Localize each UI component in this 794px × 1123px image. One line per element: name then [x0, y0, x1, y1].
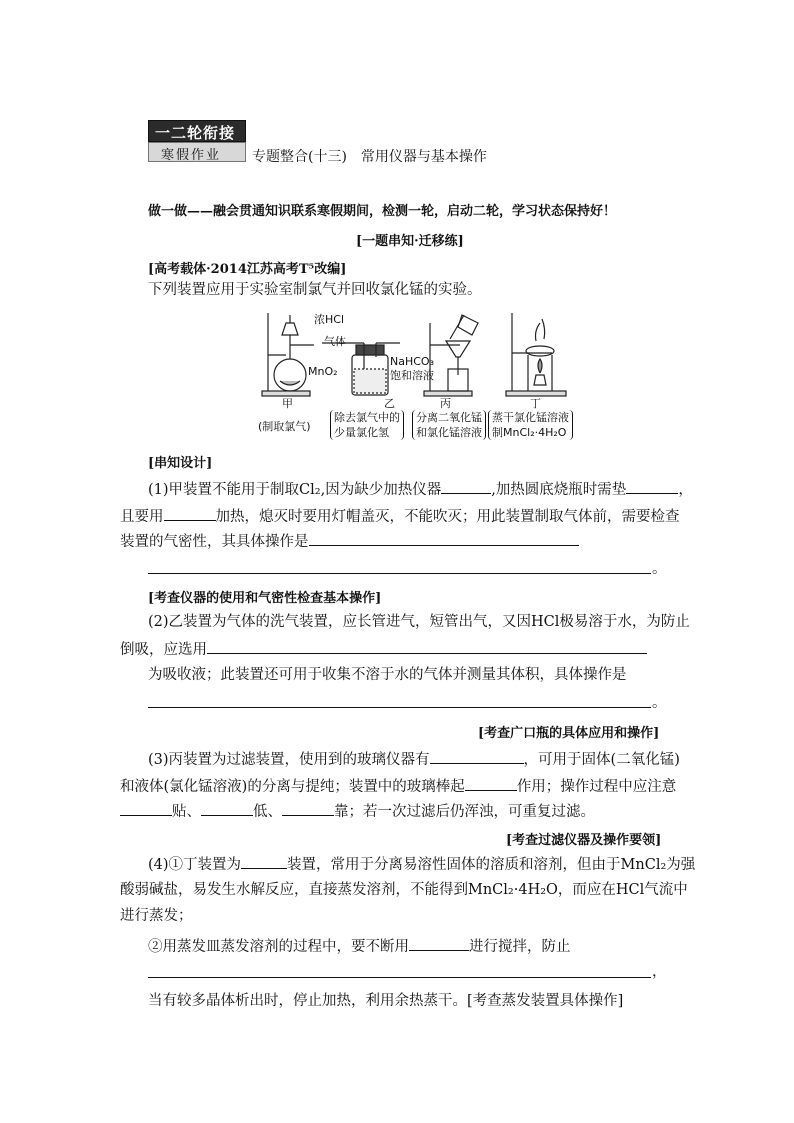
q1-period: 。 [652, 561, 667, 577]
source-tag: [高考载体·2014江苏高考T⁵改编] [148, 262, 347, 277]
q2-line2: 倒吸，应选用 [120, 638, 647, 660]
q4-line2: 酸弱碱盐，易发生水解反应，直接蒸发溶剂，不能得到MnCl₂·4H₂O，而应在HCl气流中 [120, 882, 688, 898]
lead-sentence: 下列装置应用于实验室制氯气并回收氯化锰的实验。 [148, 282, 482, 298]
q1-line3: 装置的气密性，其具体操作是 [120, 530, 579, 552]
q4-line1: (4)①丁装置为 装置，常用于分离易溶性固体的溶质和溶剂，但由于MnCl₂为强 [148, 853, 695, 875]
q1-line2: 且要用 加热，熄灭时要用灯帽盖灭，不能吹灭；用此装置制取气体前，需要检查 [120, 505, 680, 527]
caption-jia: (制取氯气) [258, 420, 311, 433]
q3-line3: 贴、 低、 靠；若一次过滤后仍浑浊，可重复过滤。 [120, 800, 595, 822]
q2-line3: 为吸收液；此装置还可用于收集不溶于水的气体并测量其体积，具体操作是 [148, 667, 627, 683]
answer-blank[interactable] [309, 530, 579, 546]
page-title: 专题整合(十三) 常用仪器与基本操作 [252, 149, 487, 165]
tag-q3: [考查过滤仪器及操作要领] [506, 833, 662, 848]
label-conc-hcl: 浓HCl [314, 313, 345, 326]
answer-blank[interactable] [207, 638, 647, 654]
label-nahco3: NaHCO₃ [390, 355, 434, 368]
caption-bing: 分离二氧化锰 和氯化锰溶液 [412, 410, 486, 440]
caption-ding: 蒸干氯化锰溶液 制MnCl₂·4H₂O [488, 410, 573, 440]
q4-line4: ②用蒸发皿蒸发溶剂的过程中，要不断用 进行搅拌，防止 [148, 935, 571, 957]
label-saturated: 饱和溶液 [390, 369, 434, 382]
q4-line6: 当有较多晶体析出时，停止加热，利用余热蒸干。[考查蒸发装置具体操作] [148, 993, 624, 1009]
apparatus-name-jia: 甲 [282, 397, 293, 410]
q3-line2: 和液体(氯化锰溶液)的分离与提纯；装置中的玻璃棒起 作用；操作过程中应注意 [120, 775, 676, 797]
q3-line1: (3)丙装置为过滤装置，使用到的玻璃仪器有 ，可用于固体(二氧化锰) [148, 748, 680, 770]
section-header: [一题串知·迁移练] [356, 234, 464, 249]
logo-top-text: 一二轮衔接 [155, 124, 236, 142]
apparatus-name-yi: 乙 [384, 397, 395, 410]
answer-line[interactable] [148, 707, 651, 708]
q4-comma: ， [652, 964, 667, 980]
answer-line[interactable] [148, 977, 651, 978]
tag-q2: [考查广口瓶的具体应用和操作] [478, 726, 660, 741]
answer-blank[interactable] [120, 800, 172, 816]
logo-bottom-text: 寒假作业 [161, 148, 222, 163]
apparatus-name-bing: 丙 [440, 397, 451, 410]
tag-q1: [考查仪器的使用和气密性检查基本操作] [148, 591, 382, 606]
label-mno2: MnO₂ [308, 365, 338, 378]
answer-blank[interactable] [626, 478, 678, 494]
answer-blank[interactable] [409, 935, 469, 951]
q2-period: 。 [652, 695, 667, 711]
answer-line[interactable] [148, 573, 651, 574]
answer-blank[interactable] [465, 775, 517, 791]
answer-blank[interactable] [282, 800, 334, 816]
intro-text: 做一做——融会贯通知识联系寒假期间，检测一轮，启动二轮，学习状态保持好！ [148, 204, 617, 219]
answer-blank[interactable] [241, 853, 287, 869]
answer-blank[interactable] [430, 748, 524, 764]
answer-blank[interactable] [164, 505, 216, 521]
caption-yi: 除去氯气中的 少量氯化氢 [330, 410, 404, 440]
q4-line3: 进行蒸发； [120, 908, 193, 924]
q1-line1: (1)甲装置不能用于制取Cl₂,因为缺少加热仪器 ,加热圆底烧瓶时需垫 ， [148, 478, 693, 500]
answer-blank[interactable] [441, 478, 491, 494]
answer-blank[interactable] [201, 800, 253, 816]
q2-line1: (2)乙装置为气体的洗气装置，应长管进气，短管出气，又因HCl极易溶于水，为防止 [148, 614, 690, 630]
design-header: [串知设计] [148, 456, 213, 471]
series-logo [148, 120, 246, 164]
apparatus-name-ding: 丁 [530, 397, 541, 410]
label-gas: 气体 [324, 335, 346, 348]
